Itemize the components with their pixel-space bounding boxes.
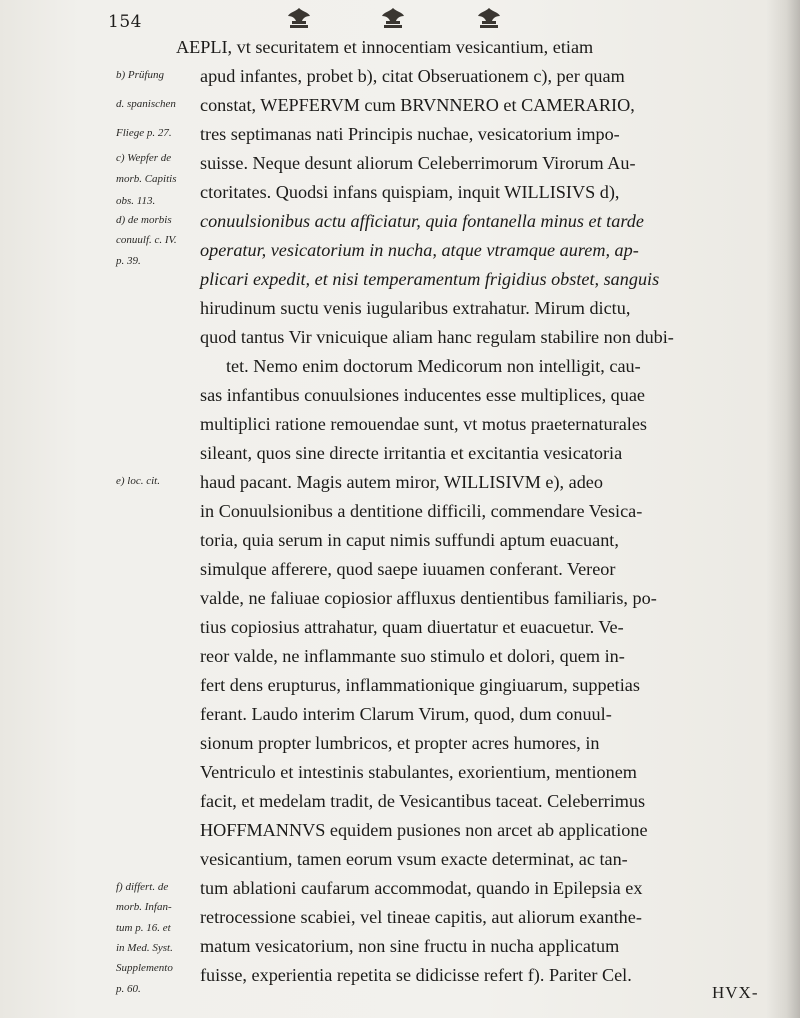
text-line: in Conuulsionibus a dentitione difficili, commendare Vesica- <box>200 501 643 521</box>
page-number: 154 <box>108 12 142 32</box>
margin-note: tum p. 16. et <box>116 921 171 934</box>
catchword: HVX- <box>712 983 759 1002</box>
margin-note: morb. Infan- <box>116 901 172 914</box>
text-line: apud infantes, probet b), citat Obseruationem c), per quam <box>200 66 625 86</box>
text-line: sileant, quos sine directe irritantia et excitantia vesicatoria <box>200 443 623 463</box>
margin-note: f) differt. de <box>116 881 169 893</box>
text-line: conuulsionibus actu afficiatur, quia fontanella minus et tarde <box>200 211 644 231</box>
text-line: facit, et medelam tradit, de Vesicantibus taceat. Celeberrimus <box>200 791 646 811</box>
margin-note: Supplemento <box>116 962 173 975</box>
text-line: valde, ne faliuae copiosior affluxus dentientibus familiaris, po- <box>200 588 657 608</box>
text-line: tum ablationi caufarum accommodat, quando in Epilepsia ex <box>200 878 643 898</box>
text-line: vesicantium, tamen eorum vsum exacte determinat, ac tan- <box>200 849 628 869</box>
margin-note: d. spanischen <box>116 98 176 110</box>
margin-note: Fliege p. 27. <box>116 127 172 139</box>
fleuron-ornament-icon <box>378 6 408 30</box>
margin-note: p. 60. <box>116 982 141 995</box>
text-line: suisse. Neque desunt aliorum Celeberrimorum Virorum Au- <box>200 153 636 173</box>
margin-note: b) Prüfung <box>116 69 164 81</box>
text-line: tius copiosius attrahatur, quam diuertatur et euacuetur. Ve- <box>200 617 624 637</box>
text-line: multiplici ratione remouendae sunt, vt motus praeternaturales <box>200 414 647 434</box>
text-line: quod tantus Vir vnicuique aliam hanc regulam stabilire non dubi- <box>200 327 674 347</box>
text-line: constat, WEPFERVM cum BRVNNERO et CAMERARIO, <box>200 95 635 115</box>
text-line: tet. Nemo enim doctorum Medicorum non intelligit, cau- <box>226 356 641 376</box>
text-line: haud pacant. Magis autem miror, WILLISIVM e), adeo <box>200 472 603 492</box>
margin-note: obs. 113. <box>116 195 156 208</box>
text-line: AEPLI, vt securitatem et innocentiam vesicantium, etiam <box>176 37 594 57</box>
text-line: HOFFMANNVS equidem pusiones non arcet ab applicatione <box>200 820 648 840</box>
fleuron-ornament-icon <box>284 6 314 30</box>
margin-note: c) Wepfer de <box>116 151 172 164</box>
margin-note: conuulf. c. IV. <box>116 234 177 247</box>
text-line: operatur, vesicatorium in nucha, atque vtramque aurem, ap- <box>200 240 639 260</box>
text-line: fuisse, experientia repetita se didicisse refert f). Pariter Cel. <box>200 965 632 985</box>
text-line: reor valde, ne inflammante suo stimulo et dolori, quem in- <box>200 646 625 666</box>
margin-note: in Med. Syst. <box>116 941 173 954</box>
text-line: hirudinum suctu venis iugularibus extrahatur. Mirum dictu, <box>200 298 631 318</box>
text-line: plicari expedit, et nisi temperamentum frigidius obstet, sanguis <box>200 269 660 289</box>
text-line: Ventriculo et intestinis stabulantes, exorientium, mentionem <box>200 762 637 782</box>
text-line: simulque afferere, quod saepe iuuamen conferant. Vereor <box>200 559 616 579</box>
text-line: ctoritates. Quodsi infans quispiam, inquit WILLISIVS d), <box>200 182 620 202</box>
text-line: toria, quia serum in caput nimis suffundi aptum euacuant, <box>200 530 619 550</box>
text-line: sionum propter lumbricos, et propter acres humores, in <box>200 733 600 753</box>
margin-note: p. 39. <box>116 254 141 267</box>
header-ornaments <box>264 6 524 32</box>
text-line: sas infantibus conuulsiones inducentes esse multiplices, quae <box>200 385 645 405</box>
margin-note: e) loc. cit. <box>116 475 160 487</box>
text-line: tres septimanas nati Principis nuchae, vesicatorium impo- <box>200 124 620 144</box>
margin-note: morb. Capitis <box>116 173 177 186</box>
text-line: retrocessione scabiei, vel tineae capitis, aut aliorum exanthe- <box>200 907 642 927</box>
text-line: ferant. Laudo interim Clarum Virum, quod, dum conuul- <box>200 704 612 724</box>
fleuron-ornament-icon <box>474 6 504 30</box>
margin-note: d) de morbis <box>116 214 172 226</box>
text-line: fert dens erupturus, inflammationique gingiuarum, suppetias <box>200 675 640 695</box>
text-line: matum vesicatorium, non sine fructu in nucha applicatum <box>200 936 620 956</box>
